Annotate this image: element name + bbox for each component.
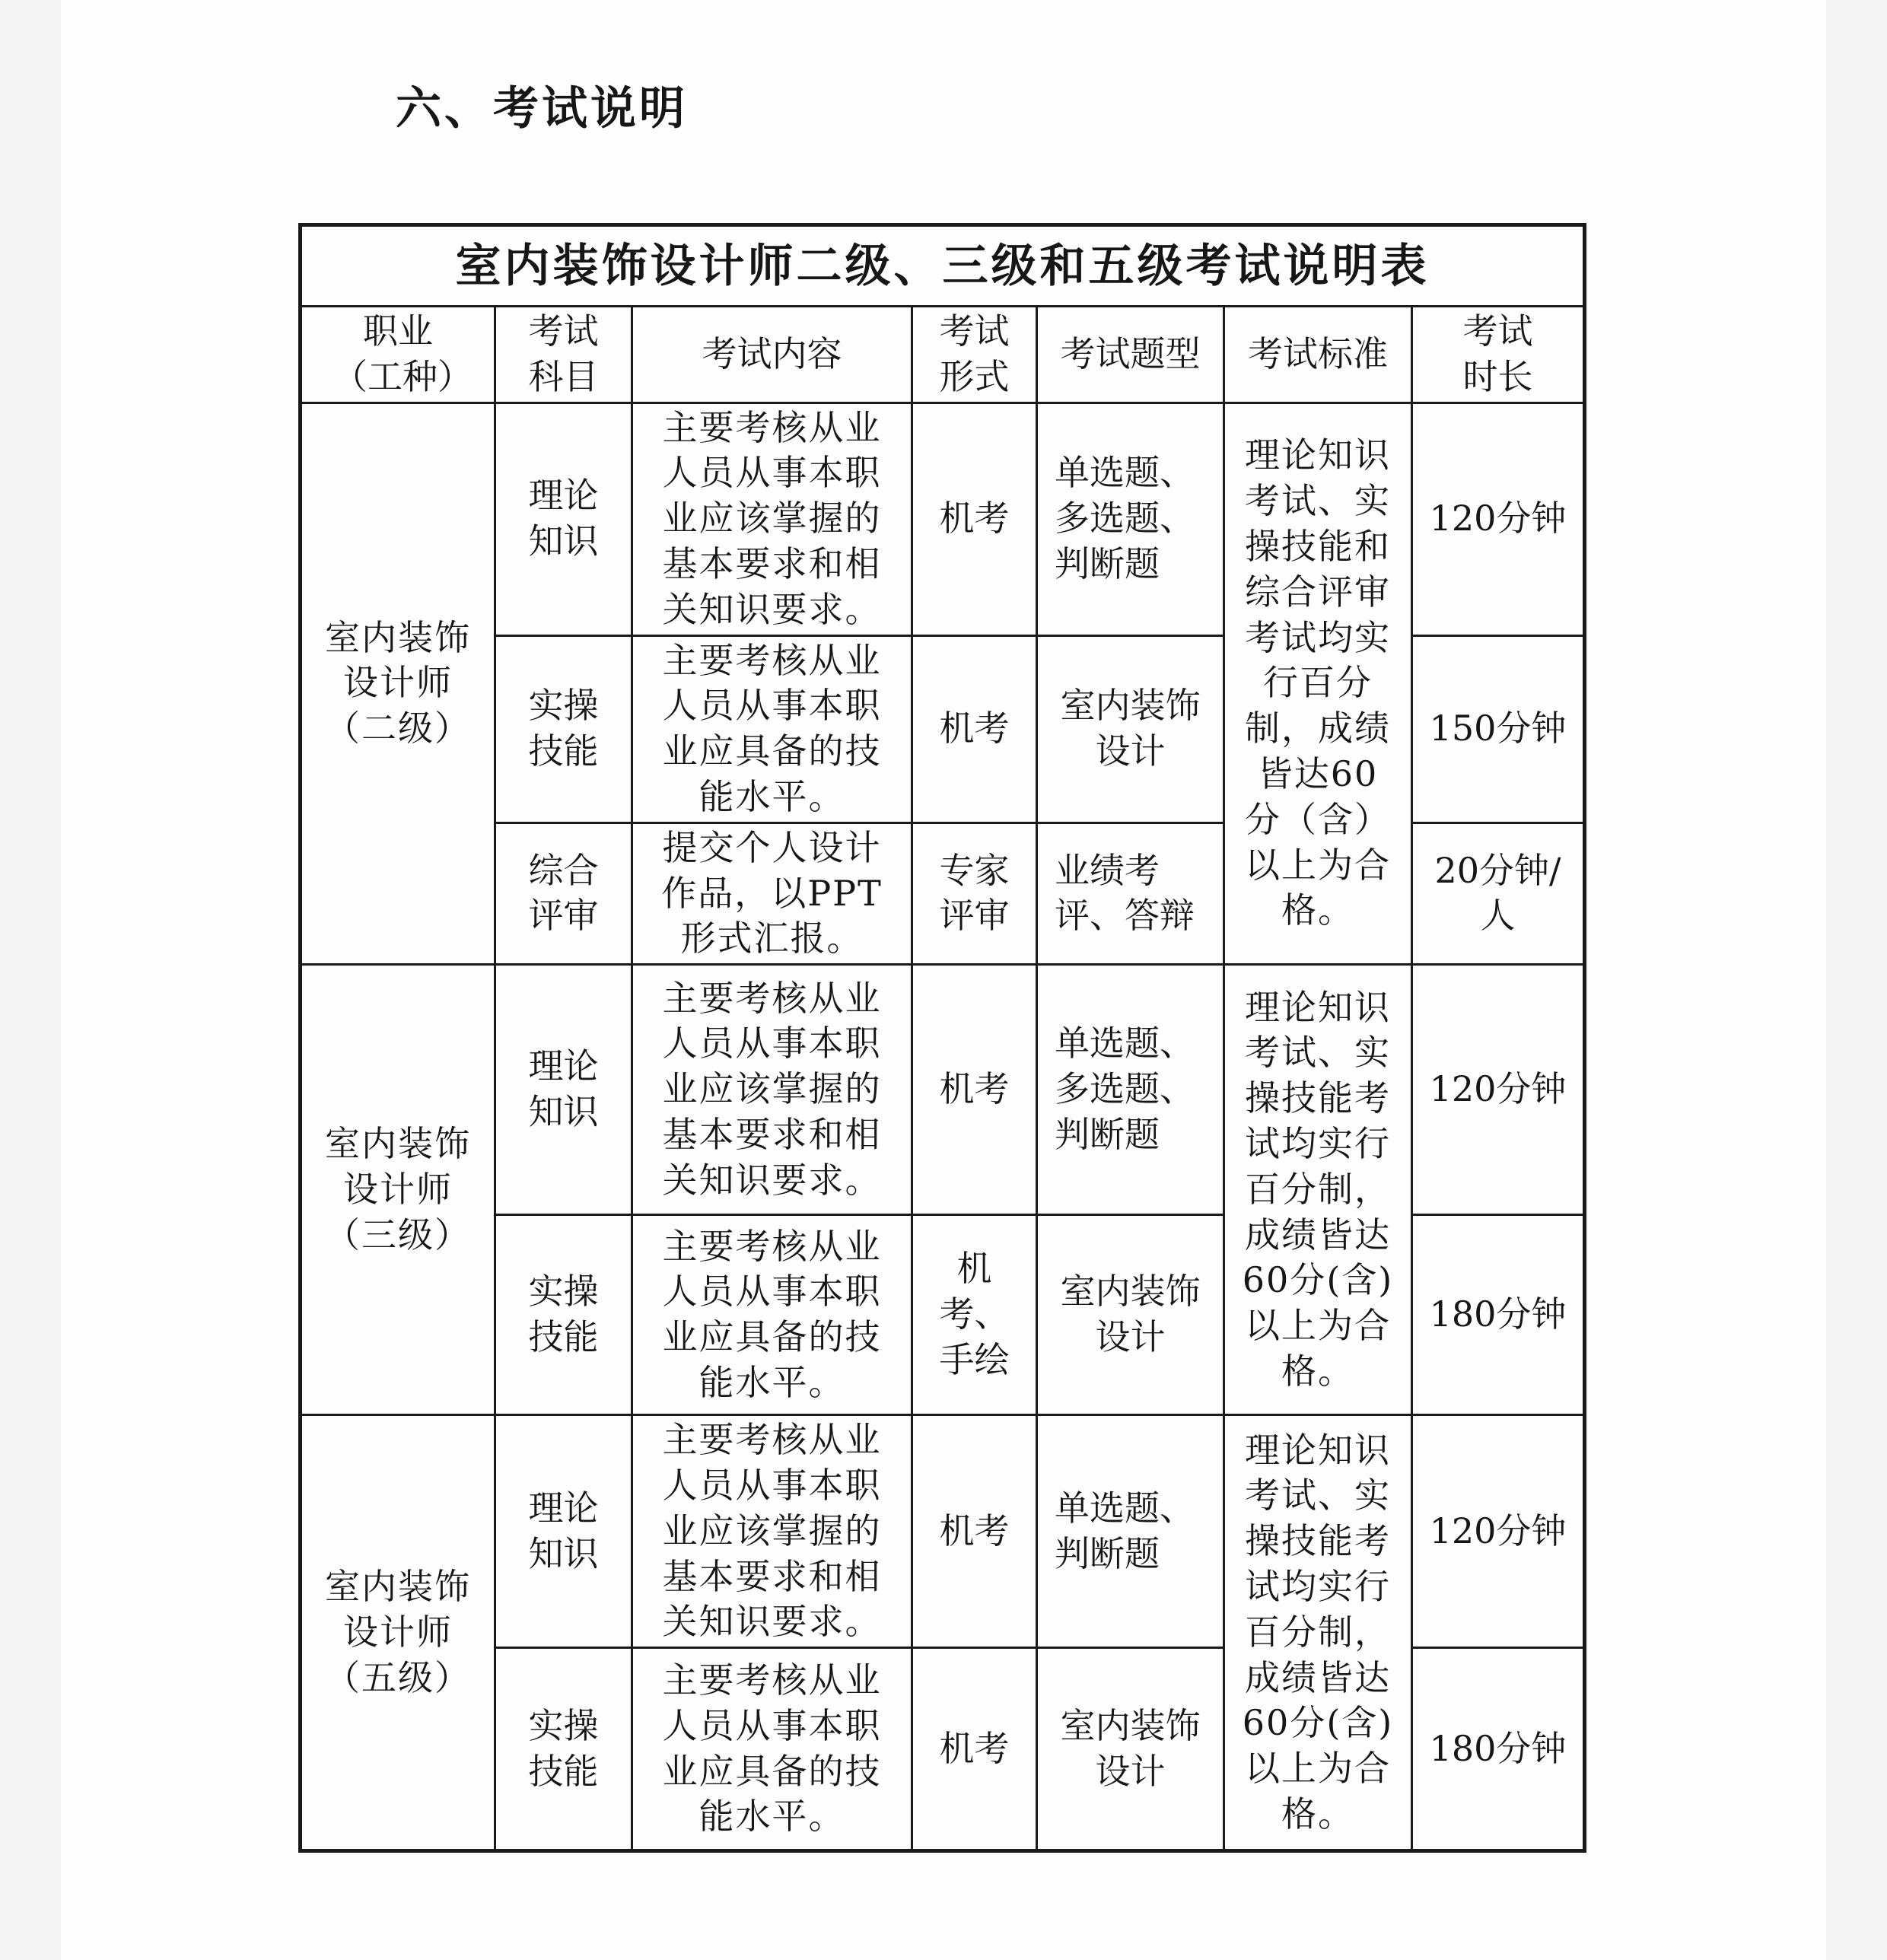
- exam-description-table: [298, 223, 1586, 1853]
- format-cell: 机考: [912, 1648, 1037, 1851]
- content-cell: 主要考核从业人员从事本职业应具备的技能水平。: [632, 1215, 912, 1415]
- format-cell: 机考、手绘: [912, 1215, 1037, 1415]
- question-type-cell: 单选题、多选题、判断题: [1037, 965, 1224, 1215]
- duration-cell: 150分钟: [1412, 635, 1585, 822]
- table-header-row: [301, 307, 1585, 403]
- standard-cell: 理论知识考试、实操技能考试均实行百分制，成绩皆达60分(含)以上为合格。: [1224, 965, 1412, 1415]
- table-row: [301, 402, 1585, 635]
- subject-cell: 实操技能: [495, 1215, 632, 1415]
- format-cell: 机考: [912, 1415, 1037, 1648]
- table-row: [301, 1415, 1585, 1648]
- occupation-cell: 室内装饰设计师（三级）: [301, 965, 495, 1415]
- question-type-cell: 单选题、判断题: [1037, 1415, 1224, 1648]
- duration-cell: 180分钟: [1412, 1215, 1585, 1415]
- standard-cell: 理论知识考试、实操技能和综合评审考试均实行百分制，成绩皆达60分（含）以上为合格。: [1224, 402, 1412, 965]
- duration-cell: 120分钟: [1412, 965, 1585, 1215]
- table-title: 室内装饰设计师二级、三级和五级考试说明表: [301, 225, 1585, 307]
- header-occupation: 职业（工种）: [301, 307, 495, 403]
- subject-cell: 理论知识: [495, 1415, 632, 1648]
- occupation-cell: 室内装饰设计师（五级）: [301, 1415, 495, 1851]
- header-standard: 考试标准: [1224, 307, 1412, 403]
- duration-cell: 180分钟: [1412, 1648, 1585, 1851]
- content-cell: 主要考核从业人员从事本职业应该掌握的基本要求和相关知识要求。: [632, 1415, 912, 1648]
- subject-cell: 实操技能: [495, 635, 632, 822]
- header-format: 考试形式: [912, 307, 1037, 403]
- content-cell: 主要考核从业人员从事本职业应具备的技能水平。: [632, 1648, 912, 1851]
- format-cell: 机考: [912, 402, 1037, 635]
- duration-cell: 120分钟: [1412, 1415, 1585, 1648]
- subject-cell: 综合评审: [495, 822, 632, 964]
- question-type-cell: 室内装饰设计: [1037, 1215, 1224, 1415]
- format-cell: 机考: [912, 635, 1037, 822]
- duration-cell: 120分钟: [1412, 402, 1585, 635]
- occupation-cell: 室内装饰设计师（二级）: [301, 402, 495, 965]
- content-cell: 主要考核从业人员从事本职业应该掌握的基本要求和相关知识要求。: [632, 965, 912, 1215]
- table-row: [301, 965, 1585, 1215]
- content-cell: 提交个人设计作品，以PPT形式汇报。: [632, 822, 912, 964]
- question-type-cell: 业绩考评、答辩: [1037, 822, 1224, 964]
- header-subject: 考试科目: [495, 307, 632, 403]
- section-heading: 六、考试说明: [396, 82, 688, 135]
- duration-cell: 20分钟/人: [1412, 822, 1585, 964]
- question-type-cell: 单选题、多选题、判断题: [1037, 402, 1224, 635]
- content-cell: 主要考核从业人员从事本职业应具备的技能水平。: [632, 635, 912, 822]
- subject-cell: 实操技能: [495, 1648, 632, 1851]
- subject-cell: 理论知识: [495, 965, 632, 1215]
- header-content: 考试内容: [632, 307, 912, 403]
- question-type-cell: 室内装饰设计: [1037, 635, 1224, 822]
- format-cell: 专家评审: [912, 822, 1037, 964]
- content-cell: 主要考核从业人员从事本职业应该掌握的基本要求和相关知识要求。: [632, 402, 912, 635]
- header-question-type: 考试题型: [1037, 307, 1224, 403]
- header-duration: 考试时长: [1412, 307, 1585, 403]
- standard-cell: 理论知识考试、实操技能考试均实行百分制，成绩皆达60分(含)以上为合格。: [1224, 1415, 1412, 1851]
- subject-cell: 理论知识: [495, 402, 632, 635]
- question-type-cell: 室内装饰设计: [1037, 1648, 1224, 1851]
- format-cell: 机考: [912, 965, 1037, 1215]
